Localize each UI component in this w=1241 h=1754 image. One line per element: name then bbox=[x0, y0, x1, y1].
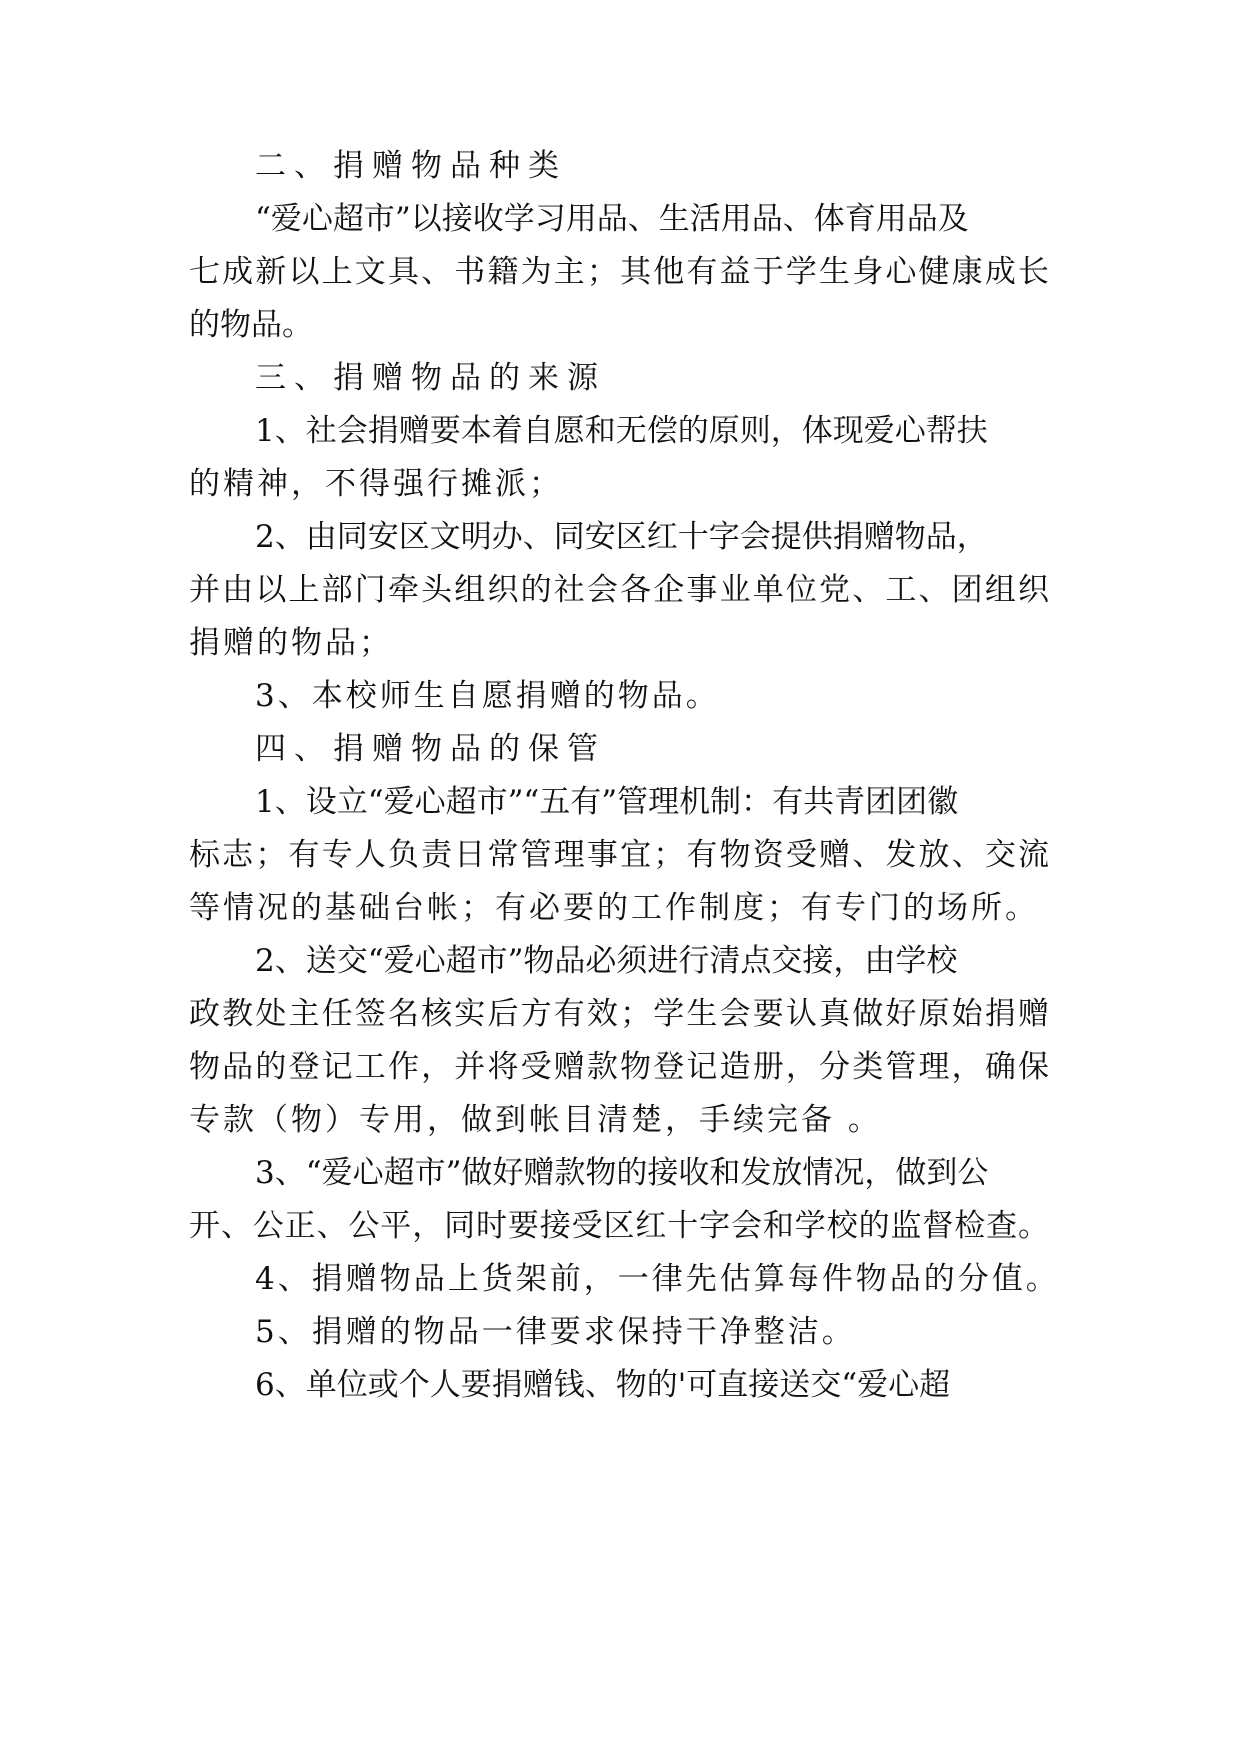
paragraph-line: 七成新以上文具、书籍为主；其他有益于学生身心健康成长 bbox=[189, 254, 1049, 290]
paragraph-line: “爱心超市”以接收学习用品、生活用品、体育用品及 bbox=[255, 201, 969, 237]
paragraph-line: 2、送交“爱心超市”物品必须进行清点交接，由学校 bbox=[255, 943, 958, 979]
paragraph-line: 3、本校师生自愿捐赠的物品。 bbox=[255, 678, 720, 714]
section-heading-donation-categories: 二、捐赠物品种类 bbox=[255, 148, 567, 184]
paragraph-line: 的精神，不得强行摊派； bbox=[189, 466, 563, 502]
paragraph-line: 物品的登记工作，并将受赠款物登记造册，分类管理，确保 bbox=[189, 1049, 1049, 1085]
section-heading-donation-sources: 三、捐赠物品的来源 bbox=[255, 360, 606, 396]
paragraph-line: 3、“爱心超市”做好赠款物的接收和发放情况，做到公 bbox=[255, 1155, 989, 1191]
paragraph-line: 标志；有专人负责日常管理事宜；有物资受赠、发放、交流 bbox=[189, 837, 1049, 873]
paragraph-line: 并由以上部门牵头组织的社会各企事业单位党、工、团组织 bbox=[189, 572, 1049, 608]
paragraph-line: 开、公正、公平，同时要接受区红十字会和学校的监督检查。 bbox=[189, 1208, 1049, 1244]
paragraph-line: 等情况的基础台帐；有必要的工作制度；有专门的场所。 bbox=[189, 890, 1039, 926]
paragraph-line: 6、单位或个人要捐赠钱、物的'可直接送交“爱心超 bbox=[255, 1367, 951, 1403]
paragraph-line: 4、捐赠物品上货架前，一律先估算每件物品的分值。 bbox=[255, 1261, 1060, 1297]
paragraph-line: 捐赠的物品； bbox=[189, 625, 393, 661]
paragraph-line: 专款（物）专用，做到帐目清楚，手续完备 。 bbox=[189, 1102, 882, 1138]
paragraph-line: 政教处主任签名核实后方有效；学生会要认真做好原始捐赠 bbox=[189, 996, 1049, 1032]
paragraph-line: 1、社会捐赠要本着自愿和无偿的原则，体现爱心帮扶 bbox=[255, 413, 988, 449]
paragraph-line: 2、由同安区文明办、同安区红十字会提供捐赠物品， bbox=[255, 519, 988, 555]
paragraph-line: 5、捐赠的物品一律要求保持干净整洁。 bbox=[255, 1314, 856, 1350]
paragraph-line: 1、设立“爱心超市”“五有”管理机制：有共青团团徽 bbox=[255, 784, 959, 820]
paragraph-line: 的物品。 bbox=[189, 307, 313, 343]
section-heading-donation-custody: 四、捐赠物品的保管 bbox=[255, 731, 606, 767]
